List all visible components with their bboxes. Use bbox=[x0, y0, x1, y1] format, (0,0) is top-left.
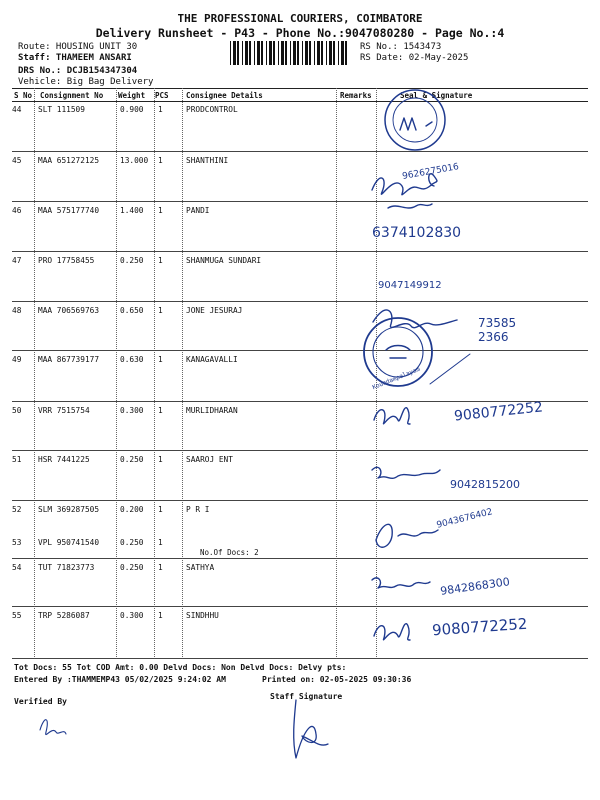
table-row: 46 MAA 575177740 1.400 1 PANDI bbox=[12, 202, 588, 252]
table-row: 51 HSR 7441225 0.250 1 SAAROJ ENT bbox=[12, 451, 588, 501]
printed-on: Printed on: 02-05-2025 09:30:36 bbox=[262, 675, 412, 684]
table-row: 45 MAA 651272125 13.000 1 SHANTHINI bbox=[12, 152, 588, 202]
col-consignee: Consignee Details bbox=[186, 91, 263, 100]
runsheet-title: Delivery Runsheet - P43 - Phone No.:9047080280 - Page No.:4 bbox=[95, 26, 505, 40]
col-weight: Weight bbox=[118, 91, 146, 100]
staff-signature-label: Staff Signature bbox=[270, 692, 343, 701]
stamp-place-name: Koundampalayam bbox=[371, 365, 422, 392]
staff-label: Staff: THAMEEM ANSARI bbox=[18, 53, 132, 63]
route-label: Route: HOUSING UNIT 30 bbox=[18, 42, 138, 52]
company-title: THE PROFESSIONAL COURIERS, COIMBATORE bbox=[177, 12, 423, 25]
row48-phone: 73585 2366 bbox=[478, 316, 517, 344]
rs-number: RS No.: 1543473 bbox=[360, 42, 442, 52]
col-pcs: PCS bbox=[155, 91, 169, 100]
table-row: 54 TUT 71823773 0.250 1 SATHYA bbox=[12, 559, 588, 607]
table-row: 50 VRR 7515754 0.300 1 MURLIDHARAN bbox=[12, 402, 588, 451]
barcode bbox=[230, 41, 350, 65]
row54-phone: 9842868300 bbox=[439, 575, 511, 598]
row55-phone: 9080772252 bbox=[431, 614, 528, 640]
row50-phone: 9080772252 bbox=[453, 399, 544, 425]
row46-phone: 6374102830 bbox=[372, 225, 462, 241]
table-row: 55 TRP 5286087 0.300 1 SINDHHU bbox=[12, 607, 588, 659]
table-row: 52 SLM 369287505 0.200 1 P R I bbox=[12, 505, 210, 514]
row45-phone: 9626275016 bbox=[401, 162, 460, 182]
rs-date: RS Date: 02-May-2025 bbox=[360, 53, 469, 63]
table-row: 49 MAA 867739177 0.630 1 KANAGAVALLI bbox=[12, 351, 588, 402]
verifier-signature bbox=[40, 720, 66, 735]
row52-phone: 9043676402 bbox=[435, 507, 494, 531]
totals-line: Tot Docs: 55 Tot COD Amt: 0.00 Delvd Docs: Non Delvd Docs: Delvy pts: bbox=[14, 663, 347, 672]
table-row: 48 MAA 706569763 0.650 1 JONE JESURAJ bbox=[12, 302, 588, 351]
table-row: 44 SLT 111509 0.900 1 PRODCONTROL bbox=[12, 101, 588, 152]
col-consignment: Consignment No bbox=[40, 91, 104, 100]
drs-number: DRS No.: DCJB154347304 bbox=[18, 66, 138, 76]
row47-phone: 9047149912 bbox=[378, 280, 442, 291]
docs-count-note: No.Of Docs: 2 bbox=[200, 548, 259, 557]
verified-by-label: Verified By bbox=[14, 697, 67, 706]
col-remarks: Remarks bbox=[340, 91, 372, 100]
col-sno: S No bbox=[14, 91, 33, 100]
row51-phone: 9042815200 bbox=[450, 478, 520, 491]
col-seal-signature: Seal & Signature bbox=[400, 91, 473, 100]
entered-by: Entered By :THAMMEMP43 05/02/2025 9:24:02 AM bbox=[14, 675, 226, 684]
staff-signature-ink bbox=[294, 700, 328, 758]
vehicle-label: Vehicle: Big Bag Delivery bbox=[18, 77, 154, 87]
table-row: 53 VPL 950741540 0.250 1 bbox=[12, 534, 588, 559]
table-row: 47 PRO 17758455 0.250 1 SHANMUGA SUNDARI bbox=[12, 252, 588, 302]
